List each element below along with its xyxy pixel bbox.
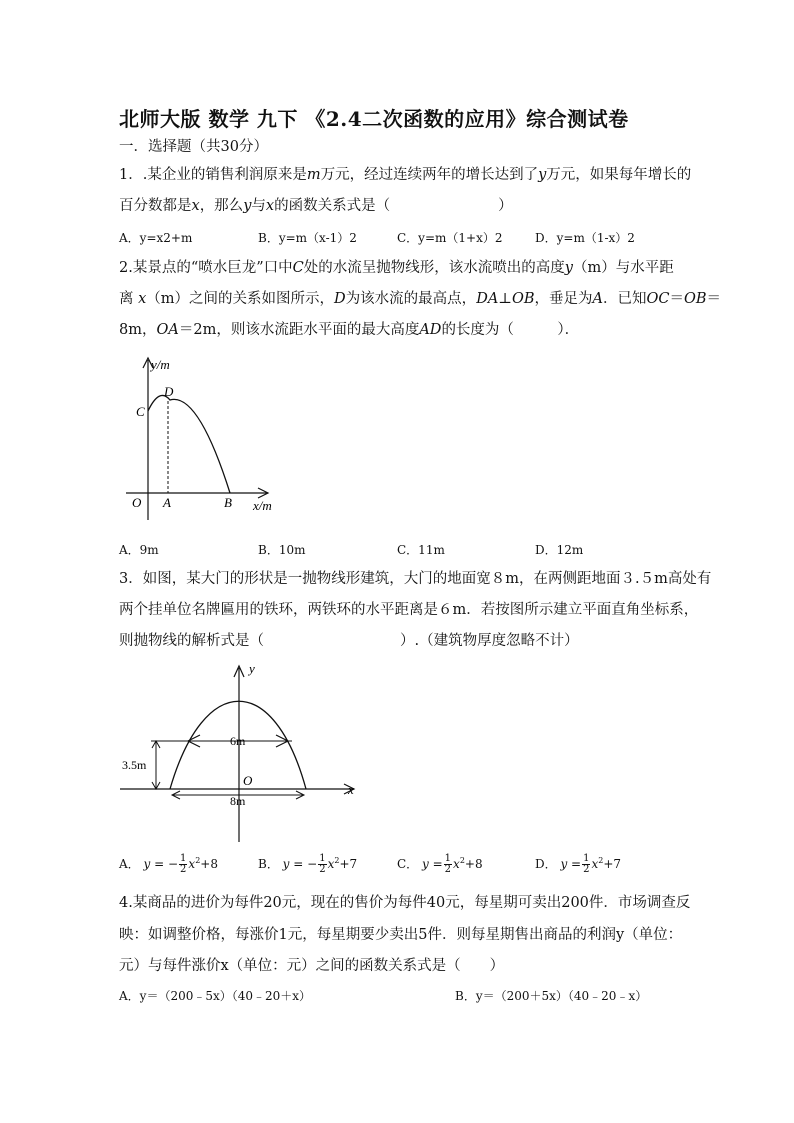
q2-line1: 2.某景点的“喷水巨龙”口中C处的水流呈抛物线形，该水流喷出的高度y（m）与水平距: [119, 260, 674, 276]
q3-origin-label: O: [243, 773, 253, 788]
q2-point-c: C: [136, 404, 145, 419]
q3-3-5m-label: 3.5m: [122, 758, 147, 772]
q3-line1: 3．如图，某大门的形状是一抛物线形建筑，大门的地面宽８m，在两侧距地面３.５m高处有: [119, 571, 712, 587]
q1-line1: 1．.某企业的销售利润原来是m万元，经过连续两年的增长达到了y万元，如果每年增长的: [119, 167, 692, 183]
q2-figure: [118, 352, 288, 524]
q3-option-a[interactable]: A． y = − $\frac{1}{2}$ $x^2+8$: [119, 853, 218, 875]
section-heading: 一．选择题（共30分）: [119, 139, 268, 155]
q3-8m-label: 8m: [230, 794, 246, 808]
q2-option-c[interactable]: C．11m: [397, 543, 445, 557]
q4-option-b[interactable]: B．y＝（200＋5x）（40﹣20﹣x）: [455, 989, 648, 1003]
q3-line3: 则抛物线的解析式是（ ）.（建筑物厚度忽略不计）: [119, 633, 579, 649]
q3-option-d[interactable]: D． y = $\frac{1}{2}$ $x^2+7$: [535, 853, 622, 875]
q2-point-d: D: [164, 384, 174, 399]
q3-option-b[interactable]: B． y = − $\frac{1}{2}$ $x^2+7$: [258, 853, 358, 875]
q1-line2: 百分数都是x，那么y与x的函数关系式是（ ）: [119, 198, 513, 214]
q2-parabola: [148, 395, 230, 493]
q2-origin-label: O: [132, 495, 142, 510]
q3-x-label: x: [348, 782, 354, 797]
q4-line3: 元）与每件涨价x（单位：元）之间的函数关系式是（ ）: [119, 958, 505, 974]
q2-line3: 8m，OA＝2m，则该水流距水平面的最大高度AD的长度为（ ）．: [119, 322, 580, 338]
q2-x-label: x/m: [253, 498, 272, 513]
q4-option-a[interactable]: A．y＝（200﹣5x）（40﹣20＋x）: [119, 989, 312, 1003]
q1-option-c[interactable]: C．y=m（1+x）2: [397, 231, 503, 245]
q3-6m-label: 6m: [230, 734, 246, 748]
q3-line2: 两个挂单位名牌匾用的铁环，两铁环的水平距离是６m．若按图所示建立平面直角坐标系，: [119, 602, 699, 618]
q2-point-b: B: [224, 495, 232, 510]
page-title: 北师大版 数学 九下 《2.4二次函数的应用》综合测试卷: [119, 107, 629, 131]
q1-option-b[interactable]: B．y=m（x-1）2: [258, 231, 357, 245]
q2-option-a[interactable]: A．9m: [119, 543, 159, 557]
q3-option-c[interactable]: C． y = $\frac{1}{2}$ $x^2+8$: [397, 853, 483, 875]
q2-point-a: A: [163, 495, 171, 510]
q4-line2: 映：如调整价格，每涨价1元，每星期要少卖出5件．则每星期售出商品的利润y（单位：: [119, 927, 683, 943]
q2-line2: 离 x（m）之间的关系如图所示，D为该水流的最高点，DA⊥OB，垂足为A．已知OC＝OB＝: [119, 291, 721, 307]
q3-y-label: y: [249, 661, 255, 676]
q2-option-d[interactable]: D．12m: [535, 543, 584, 557]
q4-line1: 4.某商品的进价为每件20元，现在的售价为每件40元，每星期可卖出200件．市场调查反: [119, 895, 691, 911]
q3-figure: [118, 660, 363, 845]
q2-option-b[interactable]: B．10m: [258, 543, 306, 557]
q1-option-a[interactable]: A．y=x2+m: [119, 231, 193, 245]
q2-y-label: y/m: [151, 357, 170, 372]
q1-option-d[interactable]: D．y=m（1-x）2: [535, 231, 635, 245]
